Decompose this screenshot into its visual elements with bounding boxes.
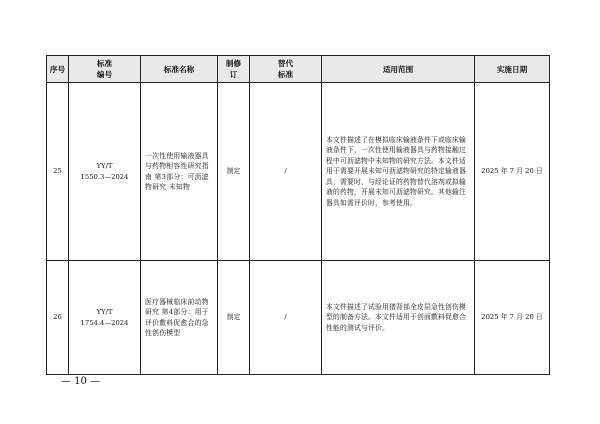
cell-scope: 本文件描述了试验用猪背部全皮层急性创伤模型的制备方法。本文件适用于创面敷料促愈合性能的测试与评价。 [322,261,475,375]
table-row [47,261,550,375]
header-revise [218,56,250,83]
header-date: 实施日期 [475,56,550,83]
header-replace [250,56,322,83]
cell-code [69,83,141,261]
cell-code-number: 1754.4—2024 [80,318,129,327]
cell-name: 医疗器械临床前动物研究 第4部分：用于评价敷料促愈合的急性创伤模型 [141,261,218,375]
cell-code-prefix: YY/T [96,308,113,316]
header-revise-line2: 订 [229,70,238,79]
cell-replace: / [250,261,322,375]
cell-code [69,261,141,375]
cell-name: 一次性使用输液器具与药物相容性研究指南 第3部分：可沥滤物研究 未知物 [141,83,218,261]
cell-scope: 本文件描述了在模拟临床输液条件下或临床输液条件下，一次性使用输液器具与药物接触过程中可沥滤物中未知物的研究方法。本文件适用于需要开展未知可沥滤物研究的特定输液器具，需要时，与经论证的药物替代溶剂或拟输液的药物，开展未知可沥滤物研究。其他输注器具如需评价时，参考使用。 [322,83,475,261]
cell-replace: / [250,83,322,261]
header-std-no [69,56,141,83]
cell-revise: 制定 [218,261,250,375]
header-std-no-line1: 标准 [96,59,113,68]
cell-code-number: 1550.3—2024 [80,172,129,181]
cell-code-prefix: YY/T [96,162,113,170]
header-replace-line2: 标准 [277,70,294,79]
header-replace-line1: 替代 [277,59,294,68]
header-std-name: 标准名称 [141,56,218,83]
cell-date: 2025 年 7 月 20 日 [475,261,550,375]
header-seq: 序号 [47,56,69,83]
header-revise-line1: 制修 [225,59,242,68]
cell-seq: 26 [47,261,69,375]
cell-seq: 25 [47,83,69,261]
header-scope: 适用范围 [322,56,475,83]
page-number: — 10 — [61,376,101,387]
standards-table [46,55,550,375]
cell-date: 2025 年 7 月 20 日 [475,83,550,261]
table-row [47,83,550,261]
header-std-no-line2: 编号 [96,70,113,79]
cell-revise: 制定 [218,83,250,261]
header-row [47,56,550,83]
